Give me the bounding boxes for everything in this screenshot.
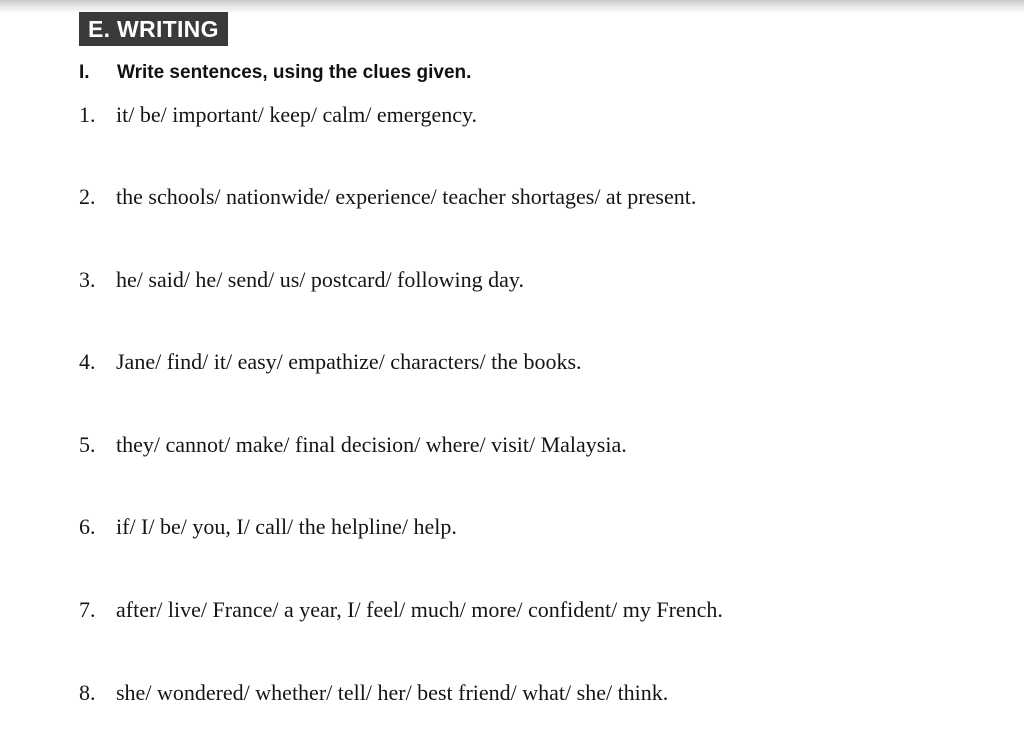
item-number: 2. — [79, 184, 96, 209]
item-text: the schools/ nationwide/ experience/ teacher shortages/ at present. — [116, 184, 697, 209]
exercise-item-1 — [79, 101, 477, 129]
exercise-item-8 — [79, 679, 668, 707]
item-number: 5. — [79, 432, 96, 457]
instruction-text: Write sentences, using the clues given. — [117, 62, 472, 83]
exercise-item-2 — [79, 183, 696, 211]
item-number: 3. — [79, 267, 96, 292]
item-text: it/ be/ important/ keep/ calm/ emergency. — [116, 102, 478, 127]
item-number: 7. — [79, 597, 96, 622]
item-text: if/ I/ be/ you, I/ call/ the helpline/ help. — [116, 514, 457, 539]
item-text: after/ live/ France/ a year, I/ feel/ much/ more/ confident/ my French. — [116, 597, 723, 622]
item-text: she/ wondered/ whether/ tell/ her/ best friend/ what/ she/ think. — [116, 680, 669, 705]
item-number: 1. — [79, 102, 96, 127]
instruction-number: I. — [79, 62, 90, 83]
item-number: 4. — [79, 349, 96, 374]
section-heading: E. WRITING — [79, 12, 228, 46]
item-text: they/ cannot/ make/ final decision/ where/ visit/ Malaysia. — [116, 432, 627, 457]
exercise-item-5 — [79, 431, 627, 459]
instruction-line — [79, 60, 471, 86]
exercise-item-7 — [79, 596, 723, 624]
item-number: 6. — [79, 514, 96, 539]
exercise-item-3 — [79, 266, 524, 294]
exercise-item-6 — [79, 513, 457, 541]
item-text: Jane/ find/ it/ easy/ empathize/ characters/ the books. — [116, 349, 582, 374]
item-text: he/ said/ he/ send/ us/ postcard/ following day. — [116, 267, 524, 292]
item-number: 8. — [79, 680, 96, 705]
exercise-item-4 — [79, 348, 582, 376]
